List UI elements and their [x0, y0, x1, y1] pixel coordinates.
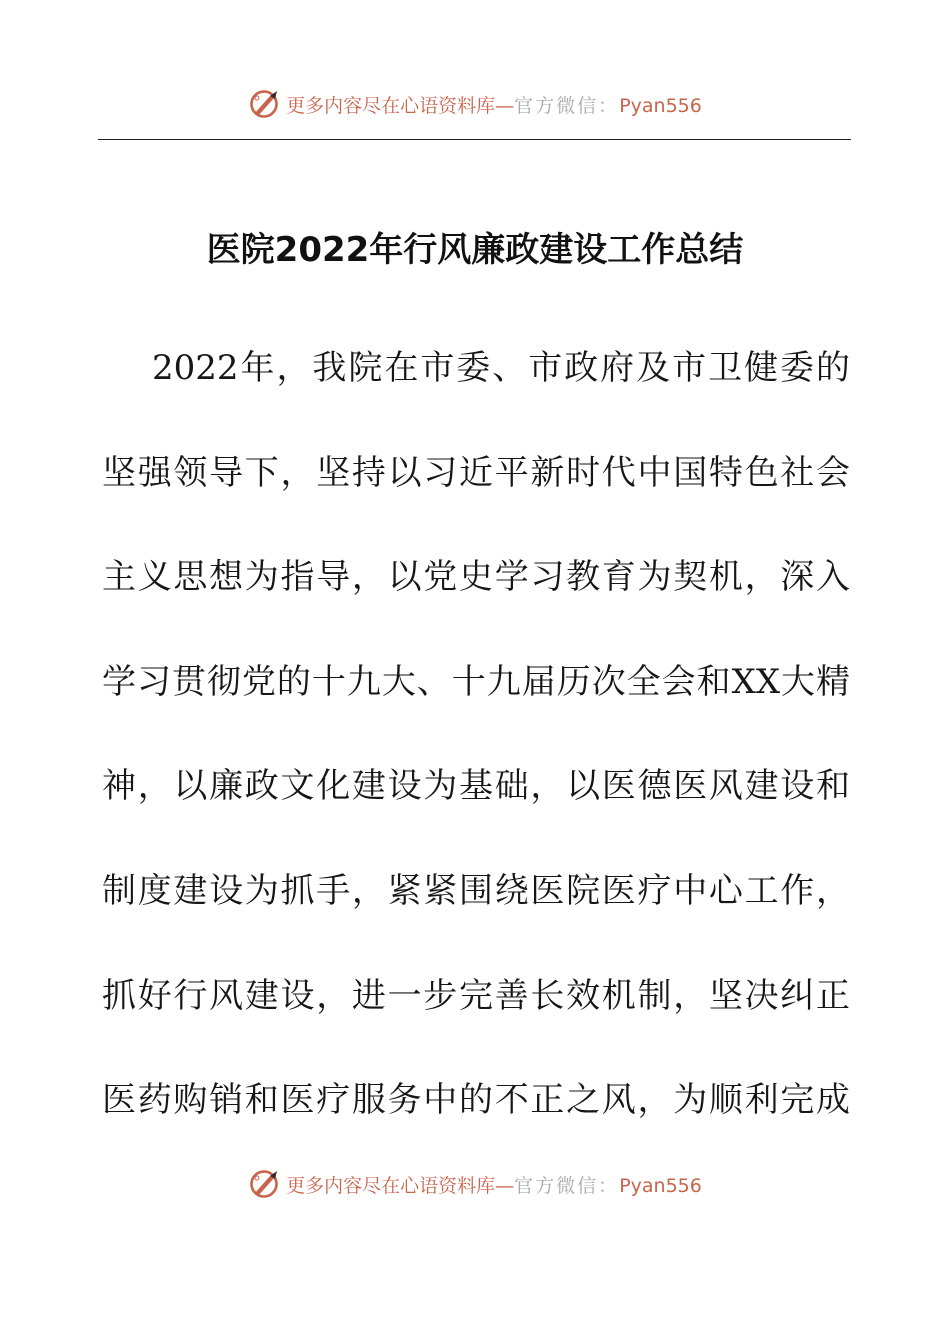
pen-circle-logo-icon [248, 87, 282, 121]
document-body [102, 342, 850, 1179]
paragraph-line: 主义思想为指导，以党史学习教育为契机，深入 [102, 557, 850, 598]
banner-text [286, 91, 702, 118]
wechat-label: 官方微信： [514, 1174, 620, 1197]
header-banner [0, 84, 950, 124]
wechat-id: Pyan556 [619, 1174, 702, 1197]
paragraph-line: 抓好行风建设，进一步完善长效机制，坚决纠正 [102, 975, 850, 1016]
pen-circle-logo-icon [248, 1167, 282, 1201]
paragraph-line: 学习贯彻党的十九大、十九届历次全会和XX大精 [102, 661, 850, 702]
banner-slogan: 更多内容尽在心语资料库— [286, 1174, 515, 1197]
banner-text [286, 1171, 702, 1198]
banner-slogan: 更多内容尽在心语资料库— [286, 94, 515, 117]
paragraph-line: 医药购销和医疗服务中的不正之风，为顺利完成 [102, 1080, 850, 1121]
paragraph-line: 制度建设为抓手，紧紧围绕医院医疗中心工作， [102, 870, 850, 911]
wechat-id: Pyan556 [619, 94, 702, 117]
paragraph-line: 2022年，我院在市委、市政府及市卫健委的 [152, 348, 850, 388]
paragraph-line: 坚强领导下，坚持以习近平新时代中国特色社会 [102, 452, 850, 493]
document-title: 医院2022年行风廉政建设工作总结 [206, 230, 744, 270]
paragraph-line: 神，以廉政文化建设为基础，以医德医风建设和 [102, 766, 850, 807]
footer-banner [0, 1164, 950, 1204]
header-divider [98, 139, 851, 140]
wechat-label: 官方微信： [514, 94, 620, 117]
